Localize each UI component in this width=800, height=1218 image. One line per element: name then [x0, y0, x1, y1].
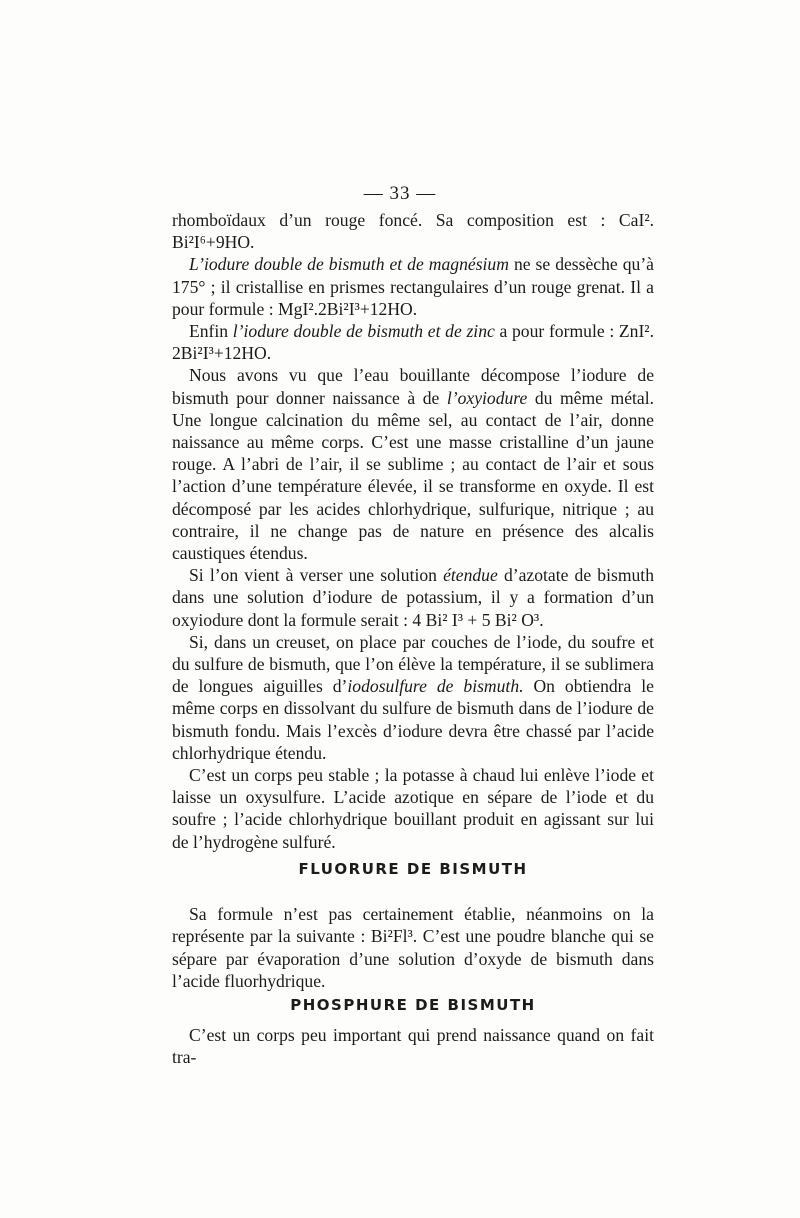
paragraph-5-italic: étendue	[443, 565, 498, 586]
paragraph-3-start: Enfin	[189, 321, 233, 342]
paragraph-7: C’est un corps peu stable ; la potasse à chaud lui enlève l’iode et laisse un oxysulfure. L’acide azotique en sépare de l’iode et du soufre ; l’acide chlorhydrique bouillant produit en agissant sur lui de l’hydrogène sulfuré.	[172, 765, 654, 852]
paragraph-6-text: On obtiendra le même corps en dissolvant du sulfure de bismuth dans de l’iodure de bismuth fondu. Mais l’excès d’iodure devra être chassé par l’acide chlorhydrique étendu.	[172, 676, 654, 763]
paragraph-2-italic: L’iodure double de bismuth et de magnésium	[189, 254, 509, 275]
paragraph-3-text: a pour formule : ZnI². 2Bi²I³+12HO.	[172, 321, 654, 364]
paragraph-3	[172, 320, 654, 364]
paragraph-9: C’est un corps peu important qui prend naissance quand on fait tra-	[172, 1025, 654, 1068]
paragraph-5	[172, 564, 654, 631]
paragraph-4-start: Nous avons vu que l’eau bouillante décompose l’iodure de bismuth pour donner naissance à de	[172, 365, 654, 408]
paragraph-1: rhomboïdaux d’un rouge foncé. Sa composition est : CaI². Bi²I⁶+9HO.	[172, 210, 654, 253]
section-heading-phosphure: PHOSPHURE DE BISMUTH	[290, 995, 536, 1014]
paragraph-2-text: ne se dessèche qu’à 175° ; il cristallise en prismes rectangulaires d’un rouge grenat. Il a pour formule : MgI².2Bi²I³+12HO.	[172, 254, 654, 319]
paragraph-6	[172, 631, 654, 764]
paragraph-6-start: Si, dans un creuset, on place par couches de l’iode, du soufre et du sulfure de bismuth, que l’on élève la température, il se sublimera de longues aiguilles d’	[172, 631, 654, 697]
paragraph-4-italic: l’oxyiodure	[446, 387, 528, 408]
paragraph-5-text: d’azotate de bismuth dans une solution d’iodure de potassium, il y a formation d’un oxyiodure dont la formule serait : 4 Bi² I³ + 5 Bi² O³.	[172, 565, 654, 630]
section-heading-fluorure: FLUORURE DE BISMUTH	[298, 859, 528, 878]
body-text	[172, 209, 654, 1069]
paragraph-3-italic: l’iodure double de bismuth et de zinc	[232, 321, 495, 342]
paragraph-6-italic: iodosulfure de bismuth.	[347, 676, 524, 697]
paragraph-5-start: Si l’on vient à verser une solution	[189, 565, 444, 586]
paragraph-2	[172, 253, 654, 320]
page-number: — 33 —	[363, 183, 437, 204]
paragraph-4-text: du même métal. Une longue calcination du même sel, au contact de l’air, donne naissance au même corps. C’est une masse cristalline d’un jaune rouge. A l’abri de l’air, il se sublime ; au contact de l’air et sous l’action d’une température élevée, il se transforme en oxyde. Il est décomposé par les acides chlorhydrique, sulfurique, nitrique ; au contraire, il ne change pas de nature en présence des alcalis caustiques étendus.	[172, 387, 654, 564]
paragraph-8: Sa formule n’est pas certainement établie, néanmoins on la représente par la suivante : Bi²Fl³. C’est une poudre blanche qui se sépare par évaporation d’une solution d’oxyde de bismuth dans l’acide fluorhydrique.	[172, 904, 654, 991]
paragraph-4	[172, 364, 654, 564]
